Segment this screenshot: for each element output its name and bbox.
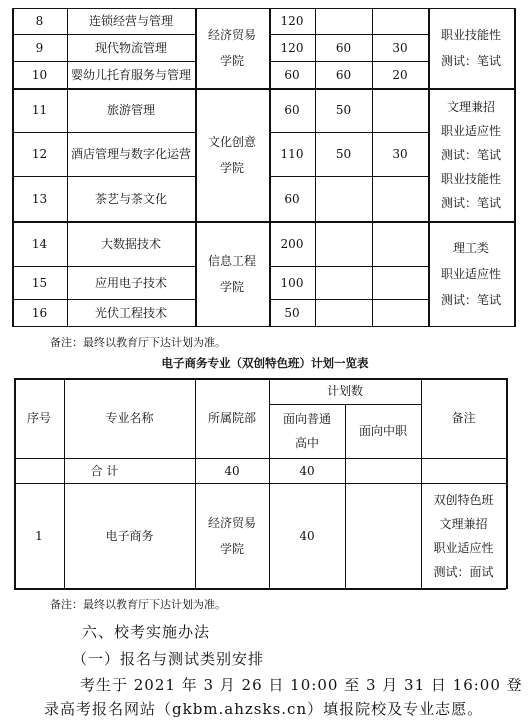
row-number: 15 — [31, 275, 48, 290]
cell-line: 职业适应性 — [433, 540, 494, 555]
table-border — [506, 378, 508, 589]
header-department: 所属院部 — [207, 411, 256, 425]
major-name: 光伏工程技术 — [94, 305, 167, 320]
table-footnote: 备注：最终以教育厅下达计划为准。 — [50, 336, 226, 349]
cell-line: 学院 — [219, 279, 244, 294]
row-number: 1 — [35, 528, 43, 543]
cell-line: 面向普通 — [282, 412, 331, 426]
cell-line: 理工类 — [452, 240, 489, 255]
cell-line: 经济贸易 — [207, 515, 256, 530]
paragraph-line: 录高考报名网站（gkbm.ahzsks.cn）填报院校及专业志愿。 — [44, 700, 484, 718]
cell-line: 文理兼招 — [439, 516, 488, 531]
tech-quota — [372, 221, 428, 266]
row-number: 11 — [31, 103, 48, 117]
header-plan: 计划数 — [326, 384, 363, 398]
general-quota: 110 — [280, 147, 304, 161]
total-dept-value: 40 — [224, 463, 240, 478]
general-quota: 60 — [284, 103, 300, 117]
header-general — [269, 404, 345, 458]
department-name — [195, 483, 269, 588]
tech-quota: 30 — [392, 40, 408, 55]
remark — [428, 8, 514, 88]
major-name: 现代物流管理 — [94, 40, 167, 55]
general-quota: 100 — [280, 275, 304, 290]
remark — [421, 483, 506, 588]
cell-line: 经济贸易 — [207, 28, 256, 42]
cell-line: 测试：笔试 — [440, 195, 501, 210]
vocational-quota: 50 — [335, 147, 352, 161]
major-name: 大数据技术 — [100, 236, 161, 251]
total-label: 合 计 — [90, 463, 119, 478]
paragraph-line: 考生于 2021 年 3 月 26 日 10:00 至 3 月 31 日 16:00 登 — [80, 676, 523, 694]
department-name — [195, 88, 269, 221]
remark — [428, 221, 514, 326]
table-title: 电子商务专业（双创特色班）计划一览表 — [161, 356, 369, 370]
vocational-quota — [315, 221, 372, 266]
row-number: 14 — [31, 236, 48, 251]
header-vocational: 面向中职 — [358, 424, 407, 438]
cell-line: 职业适应性 — [440, 266, 501, 281]
cell-line: 学院 — [219, 541, 244, 556]
cell-line: 职业适应性 — [440, 123, 501, 138]
major-name: 旅游管理 — [106, 103, 155, 117]
table-border — [514, 8, 516, 327]
cell-line: 职业技能性 — [440, 28, 501, 42]
cell-line: 双创特色班 — [433, 492, 494, 507]
tech-quota: 30 — [392, 147, 408, 161]
major-name: 应用电子技术 — [94, 275, 167, 290]
vocational-quota — [315, 8, 372, 34]
header-number: 序号 — [26, 411, 51, 425]
section-heading: 六、校考实施办法 — [82, 623, 211, 641]
department-name — [195, 8, 269, 88]
tech-quota — [372, 266, 428, 299]
tech-quota — [372, 299, 428, 326]
general-quota: 40 — [299, 528, 315, 543]
tech-quota — [372, 88, 428, 132]
major-name: 连锁经营与管理 — [88, 14, 173, 28]
cell-line: 学院 — [219, 160, 244, 175]
vocational-quota: 50 — [335, 103, 352, 117]
cell-line: 测试：笔试 — [440, 147, 501, 162]
general-quota: 50 — [284, 305, 300, 320]
cell-line: 职业技能性 — [440, 171, 501, 186]
row-number: 9 — [35, 40, 44, 55]
general-quota: 120 — [280, 40, 304, 55]
row-number: 8 — [35, 14, 44, 28]
major-name: 电子商务 — [105, 528, 154, 543]
row-number: 12 — [31, 147, 48, 161]
general-quota: 60 — [284, 67, 300, 82]
tech-quota — [372, 8, 428, 34]
vocational-quota — [315, 299, 372, 326]
general-quota: 200 — [280, 236, 304, 251]
tech-quota — [372, 176, 428, 221]
cell-line: 测试：笔试 — [440, 292, 501, 307]
cell-line: 文理兼招 — [446, 99, 495, 114]
row-number: 10 — [31, 67, 48, 82]
total-general-value: 40 — [299, 463, 315, 478]
cell-line: 测试：笔试 — [440, 54, 501, 68]
vocational-quota — [315, 176, 372, 221]
department-name — [195, 221, 269, 326]
general-quota: 120 — [280, 14, 304, 28]
cell-line: 信息工程 — [207, 253, 256, 268]
cell-line: 测试：面试 — [433, 564, 494, 579]
row-number: 16 — [31, 305, 48, 320]
major-name: 茶艺与茶文化 — [94, 191, 167, 206]
cell-line: 文化创意 — [207, 134, 256, 149]
general-quota: 60 — [284, 191, 300, 206]
cell-line: 学院 — [219, 54, 244, 68]
major-name: 酒店管理与数字化运营 — [70, 147, 191, 161]
table-footnote: 备注：最终以教育厅下达计划为准。 — [50, 598, 226, 611]
table-border — [14, 588, 506, 590]
row-number: 13 — [31, 191, 48, 206]
vocational-quota — [315, 266, 372, 299]
header-remark: 备注 — [451, 411, 476, 425]
remark — [428, 88, 514, 221]
vocational-quota: 60 — [335, 67, 352, 82]
vocational-quota: 60 — [335, 40, 352, 55]
header-major: 专业名称 — [105, 411, 154, 425]
cell-line: 高中 — [294, 436, 319, 450]
tech-quota: 20 — [392, 67, 408, 82]
major-name: 婴幼儿托育服务与管理 — [70, 67, 191, 82]
table-border — [12, 326, 514, 327]
subsection-heading: （一）报名与测试类别安排 — [72, 650, 265, 668]
